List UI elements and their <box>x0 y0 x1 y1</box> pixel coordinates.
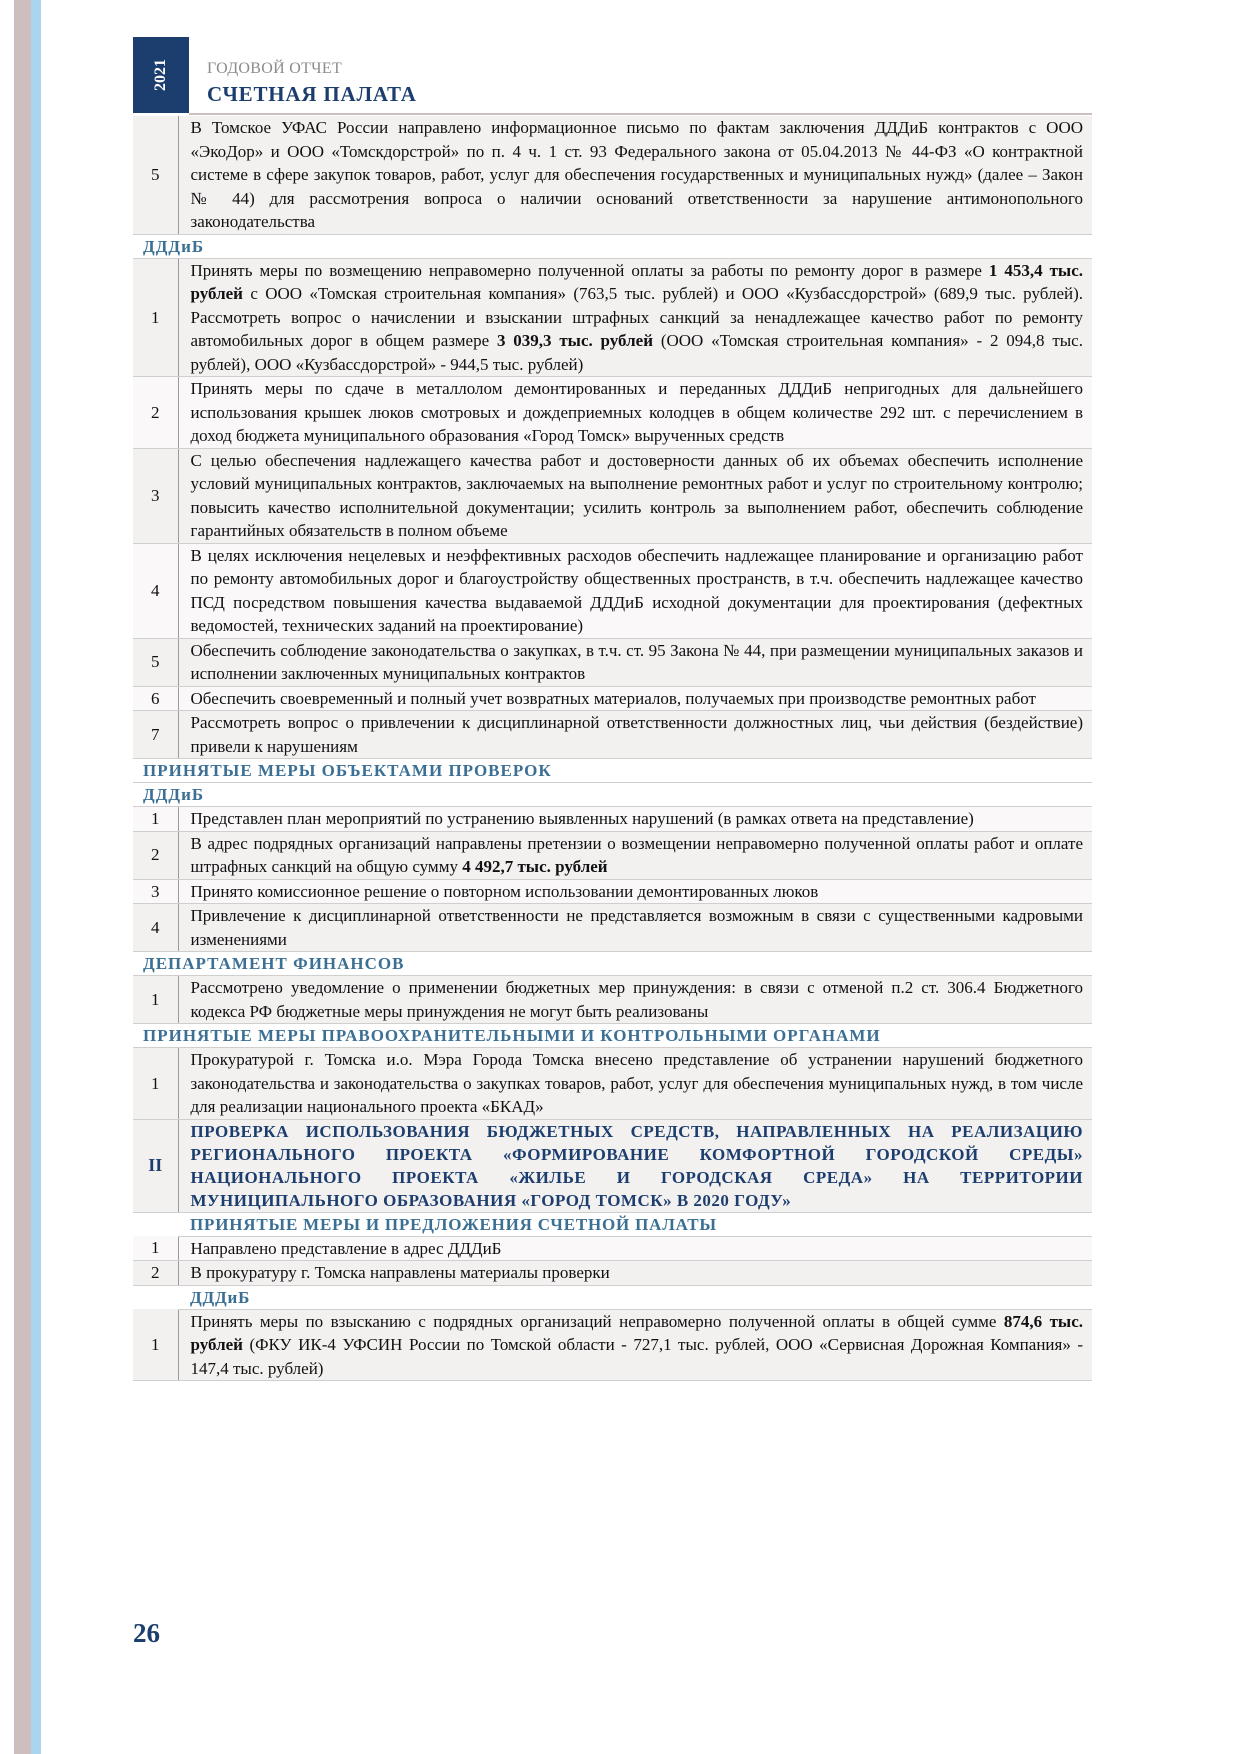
table-row <box>133 1236 1092 1261</box>
table-row <box>133 1048 1092 1120</box>
section-heading: ДДДиБ <box>133 783 1092 807</box>
text-fragment: Обеспечить своевременный и полный учет возвратных материалов, получаемых при производстве ремонтных работ <box>190 688 1036 708</box>
row-number: 2 <box>133 831 178 879</box>
text-fragment: В адрес подрядных организаций направлены претензии о возмещении неправомерно полученной оплаты работ и оплате штрафных санкций на общую сумму <box>190 833 1083 876</box>
text-fragment: Рассмотрено уведомление о применении бюджетных мер принуждения: в связи с отменой п.2 ст. 306.4 Бюджетного кодекса РФ бюджетные меры принуждения не могут быть реализованы <box>190 978 1083 1021</box>
inspection-title: ПРОВЕРКА ИСПОЛЬЗОВАНИЯ БЮДЖЕТНЫХ СРЕДСТВ, НАПРАВЛЕННЫХ НА РЕАЛИЗАЦИЮ РЕГИОНАЛЬНОГО ПРОЕКТА «ФОРМИРОВАНИЕ КОМФОРТНОЙ ГОРОДСКОЙ СРЕДЫ» НАЦИОНАЛЬНОГО ПРОЕКТА «ЖИЛЬЕ И ГОРОДСКАЯ СРЕДА» НА ТЕРРИТОРИИ МУНИЦИПАЛЬНОГО ОБРАЗОВАНИЯ «ГОРОД ТОМСК» В 2020 ГОДУ» <box>178 1119 1092 1212</box>
report-subtitle: ГОДОВОЙ ОТЧЕТ <box>207 60 343 77</box>
row-number: 7 <box>133 711 178 759</box>
table-row <box>133 711 1092 759</box>
table-row <box>133 686 1092 711</box>
section-heading-row <box>133 783 1092 807</box>
row-text <box>178 976 1092 1024</box>
section-heading: ДЕПАРТАМЕНТ ФИНАНСОВ <box>133 952 1092 976</box>
page-number: 26 <box>133 1618 160 1648</box>
row-text <box>178 543 1092 638</box>
subsection-heading-row <box>133 1212 1092 1236</box>
amount-highlight: 4 492,7 тыс. рублей <box>462 857 608 876</box>
row-text <box>178 448 1092 543</box>
table-row <box>133 976 1092 1024</box>
row-number: 2 <box>133 377 178 449</box>
table-row <box>133 377 1092 449</box>
text-fragment: Рассмотреть вопрос о привлечении к дисциплинарной ответственности должностных лиц, чьи действия (бездействие) привели к нарушениям <box>190 713 1083 756</box>
amount-highlight: 3 039,3 тыс. рублей <box>496 331 654 350</box>
section-heading: ПРИНЯТЫЕ МЕРЫ ОБЪЕКТАМИ ПРОВЕРОК <box>133 759 1092 783</box>
table-row <box>133 879 1092 904</box>
text-fragment: Привлечение к дисциплинарной ответственности не представляется возможным в связи с существенными кадровыми изменениями <box>190 906 1083 949</box>
year-text: 2021 <box>152 59 169 91</box>
table-row <box>133 831 1092 879</box>
row-text <box>178 1048 1092 1120</box>
subsection-heading-row <box>133 1285 1092 1309</box>
row-text <box>178 638 1092 686</box>
row-number <box>133 1212 178 1236</box>
inspection-title-row <box>133 1119 1092 1212</box>
table-row <box>133 258 1092 377</box>
table-row <box>133 1309 1092 1381</box>
row-number: 1 <box>133 807 178 832</box>
row-text <box>178 377 1092 449</box>
row-number: 3 <box>133 448 178 543</box>
text-fragment: (ФКУ ИК-4 УФСИН России по Томской области - 727,1 тыс. рублей, ООО «Сервисная Дорожная Компания» - 147,4 тыс. рублей) <box>190 1335 1083 1378</box>
row-number: 1 <box>133 976 178 1024</box>
text-fragment: Принять меры по сдаче в металлолом демонтированных и переданных ДДДиБ непригодных для дальнейшего использования крышек люков смотровых и дождеприемных колодцев в общем количестве 292 шт. с перечислением в доход бюджета муниципального образования «Город Томск» вырученных средств <box>190 379 1083 445</box>
row-number: 5 <box>133 638 178 686</box>
row-number: 6 <box>133 686 178 711</box>
text-fragment: Обеспечить соблюдение законодательства о закупках, в т.ч. ст. 95 Закона № 44, при размещении муниципальных заказов и исполнении заключенных муниципальных контрактов <box>190 640 1083 683</box>
row-number: 5 <box>133 116 178 234</box>
row-text <box>178 116 1092 234</box>
table-row <box>133 448 1092 543</box>
subsection-heading: ДДДиБ <box>178 1285 1092 1309</box>
measures-table-container <box>133 116 1092 1381</box>
row-text <box>178 1261 1092 1286</box>
measures-table-body <box>133 116 1092 1381</box>
row-number: 4 <box>133 543 178 638</box>
text-fragment: (ООО «Томская строительная компания» - 2 094,8 тыс. рублей), ООО «Кузбассдорстрой» - 944,5 тыс. рублей) <box>190 331 1083 374</box>
row-number: 1 <box>133 1048 178 1120</box>
section-heading-row <box>133 759 1092 783</box>
text-fragment: Принято комиссионное решение о повторном использовании демонтированных люков <box>190 881 819 901</box>
table-row <box>133 904 1092 952</box>
text-fragment: Направлено представление в адрес ДДДиБ <box>190 1238 502 1258</box>
row-number: 4 <box>133 904 178 952</box>
amount-highlight: 1 453,4 тыс. рублей <box>190 260 1083 303</box>
table-row <box>133 807 1092 832</box>
amount-highlight: 874,6 тыс. рублей <box>190 1311 1084 1354</box>
table-row <box>133 1261 1092 1286</box>
table-row <box>133 543 1092 638</box>
row-number: 1 <box>133 1236 178 1261</box>
row-text <box>178 711 1092 759</box>
text-fragment: В Томское УФАС России направлено информационное письмо по фактам заключения ДДДиБ контрактов с ООО «ЭкоДор» и ООО «Томскдорстрой» по п. 4 ч. 1 ст. 93 Федерального закона от 05.04.2013 № 44-ФЗ «О контрактной системе в сфере закупок товаров, работ, услуг для обеспечения государственных и муниципальных нужд» (далее – Закон № 44) для рассмотрения вопроса о наличии оснований ответственности за нарушение антимонопольного законодательства <box>190 118 1083 231</box>
row-text <box>178 807 1092 832</box>
measures-table <box>133 116 1092 1381</box>
subsection-heading: ПРИНЯТЫЕ МЕРЫ И ПРЕДЛОЖЕНИЯ СЧЕТНОЙ ПАЛАТЫ <box>178 1212 1092 1236</box>
text-fragment: В прокуратуру г. Томска направлены материалы проверки <box>190 1263 610 1282</box>
row-text <box>178 904 1092 952</box>
text-fragment: с ООО «Томская строительная компания» (763,5 тыс. рублей) и ООО «Кузбассдорстрой» (689,9 тыс. рублей). Рассмотреть вопрос о начислении и взыскании штрафных санкций за ненадлежащее качество работ по ремонту автомобильных дорог в общем размере <box>190 284 1083 350</box>
section-heading-row <box>133 1024 1092 1048</box>
left-decor-stripe-blue <box>31 0 41 1754</box>
text-fragment: С целью обеспечения надлежащего качества работ и достоверности данных об их объемах обеспечить исполнение условий муниципальных контрактов, заключаемых на выполнение ремонтных работ и услуг по строительному контролю; повысить качество исполнительной документации; усилить контроль за выполнением работ, обеспечить соблюдение гарантийных обязательств в полном объеме <box>190 450 1083 540</box>
row-number: 3 <box>133 879 178 904</box>
header-divider <box>189 113 1092 115</box>
text-fragment: Прокуратурой г. Томска и.о. Мэра Города Томска внесено представление об устранении нарушений бюджетного законодательства и законодательства о закупках товаров, работ, услуг для обеспечения муниципальных нужд, в том числе для реализации национального проекта «БКАД» <box>190 1050 1083 1116</box>
row-number: 1 <box>133 258 178 377</box>
row-number: II <box>133 1119 178 1212</box>
section-heading-row <box>133 952 1092 976</box>
left-decor-stripe-gray <box>14 0 31 1754</box>
row-number: 2 <box>133 1261 178 1286</box>
row-text <box>178 879 1092 904</box>
text-fragment: Принять меры по взысканию с подрядных организаций неправомерно полученной оплаты в общей сумме <box>190 1311 1004 1331</box>
text-fragment: Принять меры по возмещению неправомерно полученной оплаты за работы по ремонту дорог в размере <box>190 260 989 280</box>
row-text <box>178 258 1092 377</box>
table-row <box>133 116 1092 234</box>
table-row <box>133 638 1092 686</box>
row-text <box>178 1236 1092 1261</box>
text-fragment: Представлен план мероприятий по устранению выявленных нарушений (в рамках ответа на представление) <box>190 809 974 828</box>
section-heading: ПРИНЯТЫЕ МЕРЫ ПРАВООХРАНИТЕЛЬНЫМИ И КОНТРОЛЬНЫМИ ОРГАНАМИ <box>133 1024 1092 1048</box>
year-badge <box>133 37 189 113</box>
row-number <box>133 1285 178 1309</box>
row-text <box>178 686 1092 711</box>
section-heading-row <box>133 234 1092 258</box>
report-title: СЧЕТНАЯ ПАЛАТА <box>207 82 417 106</box>
row-text <box>178 831 1092 879</box>
section-heading: ДДДиБ <box>133 234 1092 258</box>
text-fragment: В целях исключения нецелевых и неэффективных расходов обеспечить надлежащее планирование и организацию работ по ремонту автомобильных дорог и благоустройству общественных пространств, в т.ч. обеспечить надлежащее качество ПСД посредством повышения качества выдаваемой ДДДиБ исходной документации для проектирования (дефектных ведомостей, технических заданий на проектирование) <box>190 545 1083 635</box>
row-number: 1 <box>133 1309 178 1381</box>
row-text <box>178 1309 1092 1381</box>
